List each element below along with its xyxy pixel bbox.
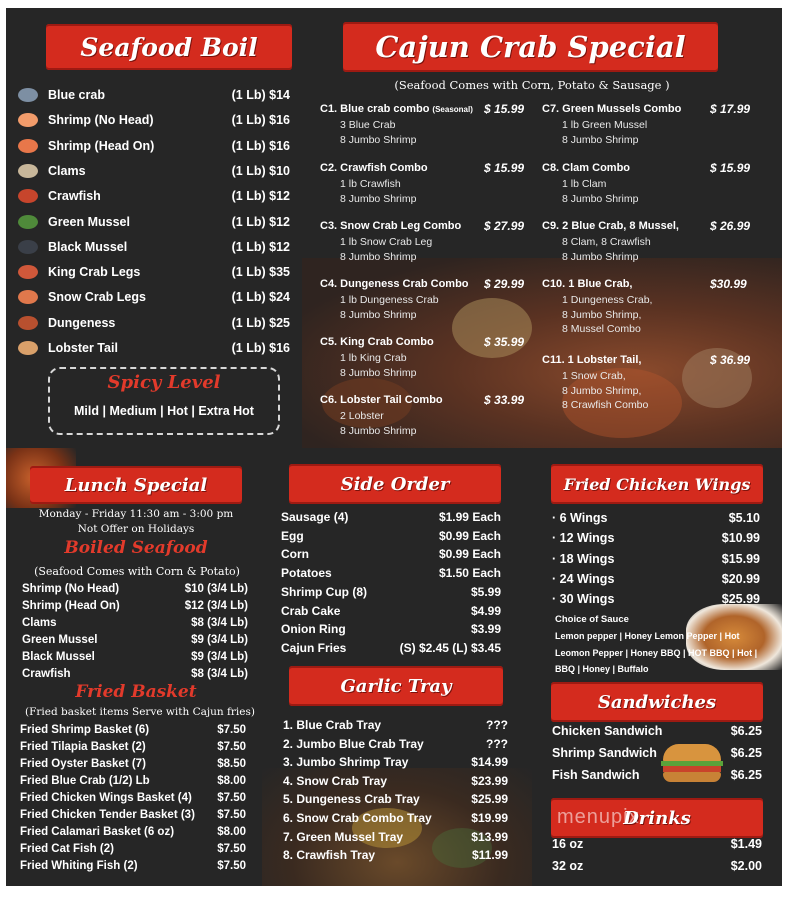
sandwich-item <box>552 746 762 760</box>
combo-price: $ 15.99 <box>710 161 751 175</box>
combo-title <box>542 220 702 232</box>
boil-item-name: Snow Crab Legs <box>48 290 146 305</box>
snow-crab-icon <box>18 290 38 304</box>
combo-line: 8 Jumbo Shrimp <box>562 133 639 146</box>
spicy-level-options: Mild | Medium | Hot | Extra Hot <box>74 404 254 418</box>
combo-title <box>320 278 480 290</box>
drink-item <box>552 837 762 851</box>
green-mussel-icon <box>18 215 38 229</box>
combo-title-text: C2. Crawfish Combo <box>320 162 428 174</box>
combo-title <box>320 220 480 232</box>
chicken-wings-title: Fried Chicken Wings <box>563 474 751 494</box>
wings-item-price: $15.99 <box>721 551 760 566</box>
wings-item <box>552 592 760 606</box>
combo-line: 8 Jumbo Shrimp, <box>562 384 642 397</box>
boil-item <box>18 88 290 102</box>
combo-price: $ 35.99 <box>484 335 525 349</box>
boil-item-name: Shrimp (No Head) <box>48 113 154 128</box>
sandwich-item-name: Shrimp Sandwich <box>552 746 657 760</box>
wings-item-name: · 24 Wings <box>552 571 615 586</box>
boiled-item-price: $10 (3/4 Lb) <box>184 583 248 595</box>
fried-item-price: $8.00 <box>217 775 246 787</box>
side-order-header <box>289 464 501 504</box>
sandwiches-header <box>551 682 763 722</box>
side-item-price: $0.99 Each <box>438 547 501 562</box>
combo-title-text: C7. Green Mussels Combo <box>542 103 682 115</box>
drink-item-price: $1.49 <box>730 837 762 851</box>
combo-title-text: C11. 1 Lobster Tail, <box>542 354 642 366</box>
combo-line: 1 Snow Crab, <box>562 370 626 382</box>
garlic-item <box>283 830 508 844</box>
wings-item-name: · 30 Wings <box>552 592 615 607</box>
boil-item-price: (1 Lb) $24 <box>231 290 290 305</box>
boiled-item <box>22 651 248 663</box>
combo-line: 8 Mussel Combo <box>562 323 641 335</box>
side-item-price: $3.99 <box>470 622 501 637</box>
boiled-item-name: Shrimp (No Head) <box>22 583 120 595</box>
wings-item <box>552 572 760 586</box>
fried-basket-note: (Fried basket items Serve with Cajun fries) <box>25 706 255 718</box>
combo-title <box>542 278 702 290</box>
combo-line: 8 Jumbo Shrimp <box>340 192 417 205</box>
combo-title-text: C4. Dungeness Crab Combo <box>320 278 469 290</box>
fried-item <box>20 826 246 838</box>
boil-item-name: Shrimp (Head On) <box>48 138 155 153</box>
lobster-tail-icon <box>18 341 38 355</box>
drinks-title: Drinks <box>623 807 691 829</box>
boil-item-name: Dungeness <box>48 315 116 330</box>
sauce-title: Choice of Sauce <box>555 614 629 625</box>
boil-item-price: (1 Lb) $12 <box>231 189 290 204</box>
wings-item-price: $5.10 <box>728 511 760 525</box>
boil-item <box>18 316 290 330</box>
sandwich-item-price: $6.25 <box>730 768 762 782</box>
fried-item <box>20 860 246 872</box>
fried-item <box>20 843 246 855</box>
combo-price: $ 29.99 <box>484 277 525 291</box>
garlic-item-name: 4. Snow Crab Tray <box>283 773 388 788</box>
boil-item-price: (1 Lb) $10 <box>231 163 290 178</box>
dungeness-icon <box>18 316 38 330</box>
boil-item-price: (1 Lb) $16 <box>231 341 290 355</box>
boil-item <box>18 215 290 229</box>
sandwich-item-name: Fish Sandwich <box>552 768 640 782</box>
boil-item-name: Clams <box>48 163 86 178</box>
combo-line: 8 Jumbo Shrimp <box>340 424 417 437</box>
garlic-item-name: 5. Dungeness Crab Tray <box>283 792 420 807</box>
combo-title <box>542 162 702 174</box>
combo-title-text: C10. 1 Blue Crab, <box>542 278 633 290</box>
spicy-level-title: Spicy Level <box>107 372 221 393</box>
cajun-special-title: Cajun Crab Special <box>375 30 686 64</box>
boiled-item-price: $9 (3/4 Lb) <box>191 651 248 663</box>
boiled-item-price: $12 (3/4 Lb) <box>184 600 248 612</box>
lunch-special-header <box>30 466 242 504</box>
fried-item <box>20 775 246 787</box>
boiled-item <box>22 583 248 595</box>
boil-item-name: Lobster Tail <box>48 341 118 355</box>
garlic-item-price: $13.99 <box>471 829 508 844</box>
side-order-title: Side Order <box>340 473 450 495</box>
combo-title <box>542 354 702 366</box>
boil-item-price: (1 Lb) $25 <box>231 315 290 330</box>
fried-item-name: Fried Shrimp Basket (6) <box>20 724 150 736</box>
side-item-price: $1.99 Each <box>438 510 501 524</box>
wings-item <box>552 511 760 525</box>
fried-item-name: Fried Calamari Basket (6 oz) <box>20 826 175 838</box>
fried-item-name: Fried Blue Crab (1/2) Lb <box>20 775 150 787</box>
side-item-name: Egg <box>281 528 304 543</box>
sandwich-item <box>552 768 762 782</box>
garlic-item-price: $11.99 <box>471 848 508 863</box>
garlic-item-name: 8. Crawfish Tray <box>283 848 376 863</box>
combo-line: 8 Crawfish Combo <box>562 399 649 411</box>
wings-item-price: $25.99 <box>721 592 760 607</box>
boiled-item-name: Green Mussel <box>22 634 98 646</box>
side-item-name: Cajun Fries <box>281 640 347 655</box>
boil-item-name: Crawfish <box>48 189 101 204</box>
combo-line: 8 Jumbo Shrimp <box>340 366 417 379</box>
fried-item <box>20 741 246 753</box>
boil-item-name: Blue crab <box>48 88 105 102</box>
boiled-item-name: Clams <box>22 617 57 629</box>
boil-item-name: Black Mussel <box>48 239 128 254</box>
garlic-item-price: ??? <box>486 718 508 732</box>
combo-title <box>542 103 702 115</box>
combo-title-text: C1. Blue crab combo <box>320 103 430 115</box>
boil-item-price: (1 Lb) $16 <box>231 138 290 153</box>
drink-item <box>552 859 762 873</box>
side-item <box>281 641 501 655</box>
cajun-special-header <box>343 22 718 72</box>
garlic-item <box>283 755 508 769</box>
boil-item-price: (1 Lb) $12 <box>231 239 290 254</box>
boil-item <box>18 341 290 355</box>
chicken-wings-header <box>551 464 763 504</box>
side-item <box>281 529 501 543</box>
garlic-item <box>283 718 508 732</box>
sandwich-item <box>552 724 762 738</box>
boiled-item <box>22 634 248 646</box>
side-item <box>281 604 501 618</box>
wings-item-name: · 18 Wings <box>552 551 615 566</box>
boil-item <box>18 139 290 153</box>
wings-item <box>552 552 760 566</box>
drink-item-name: 16 oz <box>552 837 584 851</box>
cajun-special-subtitle: (Seafood Comes with Corn, Potato & Sausage ) <box>394 78 670 92</box>
garlic-tray-header <box>289 666 503 706</box>
combo-title-text: C3. Snow Crab Leg Combo <box>320 220 462 232</box>
combo-line: 8 Jumbo Shrimp <box>340 250 417 263</box>
fried-item-price: $7.50 <box>217 724 246 736</box>
combo-title <box>320 394 480 406</box>
side-item-name: Crab Cake <box>281 603 341 618</box>
side-item-price: $1.50 Each <box>438 566 501 581</box>
seafood-boil-header <box>46 24 292 70</box>
side-item-price: $4.99 <box>470 603 501 618</box>
wings-item-price: $10.99 <box>721 531 760 546</box>
side-item-name: Onion Ring <box>281 622 346 637</box>
combo-line: 8 Jumbo Shrimp <box>562 250 639 263</box>
fried-item-name: Fried Whiting Fish (2) <box>20 860 138 872</box>
wings-item <box>552 531 760 545</box>
garlic-item-price: $23.99 <box>471 773 508 788</box>
boil-item <box>18 265 290 279</box>
menu-board <box>6 8 782 886</box>
fried-item <box>20 809 246 821</box>
boiled-item-name: Black Mussel <box>22 651 95 663</box>
boil-item-price: (1 Lb) $35 <box>231 265 290 280</box>
side-item-price: $0.99 Each <box>438 528 501 543</box>
boiled-item-price: $9 (3/4 Lb) <box>191 634 248 646</box>
fried-item-price: $7.50 <box>217 860 246 872</box>
shrimp-head-icon <box>18 139 38 153</box>
drink-item-price: $2.00 <box>730 859 762 873</box>
combo-price: $ 15.99 <box>484 102 525 116</box>
boil-item-price: (1 Lb) $14 <box>231 88 290 102</box>
fried-item-name: Fried Cat Fish (2) <box>20 843 114 855</box>
combo-line: 1 lb Crawfish <box>340 178 401 190</box>
combo-line: 8 Jumbo Shrimp <box>340 308 417 321</box>
fried-item-price: $8.00 <box>217 826 246 838</box>
garlic-item-price: ??? <box>486 736 508 751</box>
drink-item-name: 32 oz <box>552 859 584 873</box>
shrimp-icon <box>18 113 38 127</box>
combo-title <box>320 162 480 174</box>
combo-line: 2 Lobster <box>340 410 384 422</box>
boil-item-price: (1 Lb) $12 <box>231 214 290 229</box>
menupix-watermark: menupix <box>557 806 640 828</box>
fried-basket-title: Fried Basket <box>75 682 197 702</box>
side-item-price: (S) $2.45 (L) $3.45 <box>399 640 501 655</box>
wings-item-name: · 12 Wings <box>552 531 615 546</box>
side-item-name: Corn <box>281 547 309 562</box>
lunch-hours: Monday - Friday 11:30 am - 3:00 pm <box>38 508 234 520</box>
combo-line: 8 Clam, 8 Crawfish <box>562 236 651 248</box>
fried-item-price: $8.50 <box>217 758 246 770</box>
sandwich-item-name: Chicken Sandwich <box>552 724 663 738</box>
fried-item-name: Fried Tilapia Basket (2) <box>20 741 146 753</box>
combo-line: 8 Jumbo Shrimp <box>340 133 417 146</box>
combo-title <box>320 336 480 348</box>
boil-item <box>18 164 290 178</box>
clam-icon <box>18 164 38 178</box>
fried-item <box>20 724 246 736</box>
side-item <box>281 510 501 524</box>
combo-price: $ 27.99 <box>484 219 525 233</box>
fried-item-price: $7.50 <box>217 792 246 804</box>
lunch-special-title: Lunch Special <box>64 474 208 496</box>
combo-title <box>320 103 480 115</box>
boiled-item-name: Crawfish <box>22 668 71 680</box>
combo-price: $ 26.99 <box>710 219 751 233</box>
combo-line: 1 lb Clam <box>562 178 607 190</box>
king-crab-icon <box>18 265 38 279</box>
garlic-item <box>283 848 508 862</box>
combo-title-text: C8. Clam Combo <box>542 162 631 174</box>
boiled-item <box>22 668 248 680</box>
sauce-line: BBQ | Honey | Buffalo <box>555 664 649 674</box>
combo-price: $ 15.99 <box>484 161 525 175</box>
boil-item <box>18 189 290 203</box>
garlic-item-price: $25.99 <box>471 792 508 807</box>
side-item <box>281 585 501 599</box>
boiled-item-name: Shrimp (Head On) <box>22 600 120 612</box>
side-item-name: Shrimp Cup (8) <box>281 584 367 599</box>
side-item-price: $5.99 <box>470 584 501 599</box>
garlic-item-price: $19.99 <box>471 811 508 825</box>
boil-item <box>18 240 290 254</box>
boil-item-name: King Crab Legs <box>48 265 141 280</box>
combo-price: $ 36.99 <box>710 353 751 367</box>
sauce-line: Leomon Pepper | Honey BBQ | HOT BBQ | Hot | <box>555 647 758 658</box>
side-item-name: Sausage (4) <box>281 510 349 524</box>
boil-item-price: (1 Lb) $16 <box>231 113 290 128</box>
combo-title-text: C9. 2 Blue Crab, 8 Mussel, <box>542 220 679 232</box>
side-item <box>281 566 501 580</box>
garlic-item <box>283 792 508 806</box>
sandwich-item-price: $6.25 <box>730 724 762 738</box>
boiled-item <box>22 600 248 612</box>
wings-item-price: $20.99 <box>721 571 760 586</box>
garlic-item <box>283 774 508 788</box>
garlic-item-name: 1. Blue Crab Tray <box>283 718 382 732</box>
combo-tag: (Seasonal) <box>432 105 473 114</box>
wings-item-name: · 6 Wings <box>552 511 608 525</box>
garlic-item-price: $14.99 <box>471 755 508 770</box>
sandwich-item-price: $6.25 <box>730 746 762 760</box>
boil-item <box>18 113 290 127</box>
fried-item-price: $7.50 <box>217 809 246 821</box>
crawfish-icon <box>18 189 38 203</box>
fried-item-price: $7.50 <box>217 843 246 855</box>
combo-line: 1 lb Green Mussel <box>562 119 648 131</box>
combo-line: 1 Dungeness Crab, <box>562 294 653 306</box>
garlic-item-name: 6. Snow Crab Combo Tray <box>283 811 432 825</box>
fried-item-price: $7.50 <box>217 741 246 753</box>
fried-item-name: Fried Chicken Wings Basket (4) <box>20 792 192 804</box>
combo-line: 1 lb Snow Crab Leg <box>340 236 433 248</box>
fried-item <box>20 758 246 770</box>
combo-line: 8 Jumbo Shrimp <box>562 192 639 205</box>
black-mussel-icon <box>18 240 38 254</box>
boil-item-name: Green Mussel <box>48 214 130 229</box>
blue-crab-icon <box>18 88 38 102</box>
garlic-item <box>283 811 508 825</box>
boiled-item-price: $8 (3/4 Lb) <box>191 617 248 629</box>
garlic-tray-title: Garlic Tray <box>340 675 452 697</box>
side-item-name: Potatoes <box>281 566 332 581</box>
combo-line: 1 lb King Crab <box>340 352 407 364</box>
combo-price: $ 33.99 <box>484 393 525 407</box>
seafood-boil-title: Seafood Boil <box>80 32 258 62</box>
fried-item-name: Fried Chicken Tender Basket (3) <box>20 809 195 821</box>
boiled-item-price: $8 (3/4 Lb) <box>191 668 248 680</box>
garlic-item-name: 2. Jumbo Blue Crab Tray <box>283 736 424 751</box>
boiled-seafood-title: Boiled Seafood <box>64 538 208 558</box>
fried-item-name: Fried Oyster Basket (7) <box>20 758 146 770</box>
garlic-item-name: 3. Jumbo Shrimp Tray <box>283 755 409 770</box>
combo-line: 8 Jumbo Shrimp, <box>562 308 642 321</box>
combo-line: 3 Blue Crab <box>340 119 396 131</box>
sauce-line: Lemon pepper | Honey Lemon Pepper | Hot <box>555 631 740 641</box>
fried-item <box>20 792 246 804</box>
boiled-seafood-note: (Seafood Comes with Corn & Potato) <box>34 565 240 578</box>
combo-title-text: C5. King Crab Combo <box>320 336 434 348</box>
garlic-item-name: 7. Green Mussel Tray <box>283 829 404 844</box>
sandwiches-title: Sandwiches <box>597 691 717 713</box>
combo-price: $ 17.99 <box>710 102 751 116</box>
combo-price: $30.99 <box>710 277 747 291</box>
combo-line: 1 lb Dungeness Crab <box>340 294 439 306</box>
side-item <box>281 622 501 636</box>
boiled-item <box>22 617 248 629</box>
lunch-holidays: Not Offer on Holidays <box>77 523 195 535</box>
boil-item <box>18 290 290 304</box>
garlic-item <box>283 737 508 751</box>
combo-title-text: C6. Lobster Tail Combo <box>320 394 443 406</box>
side-item <box>281 547 501 561</box>
